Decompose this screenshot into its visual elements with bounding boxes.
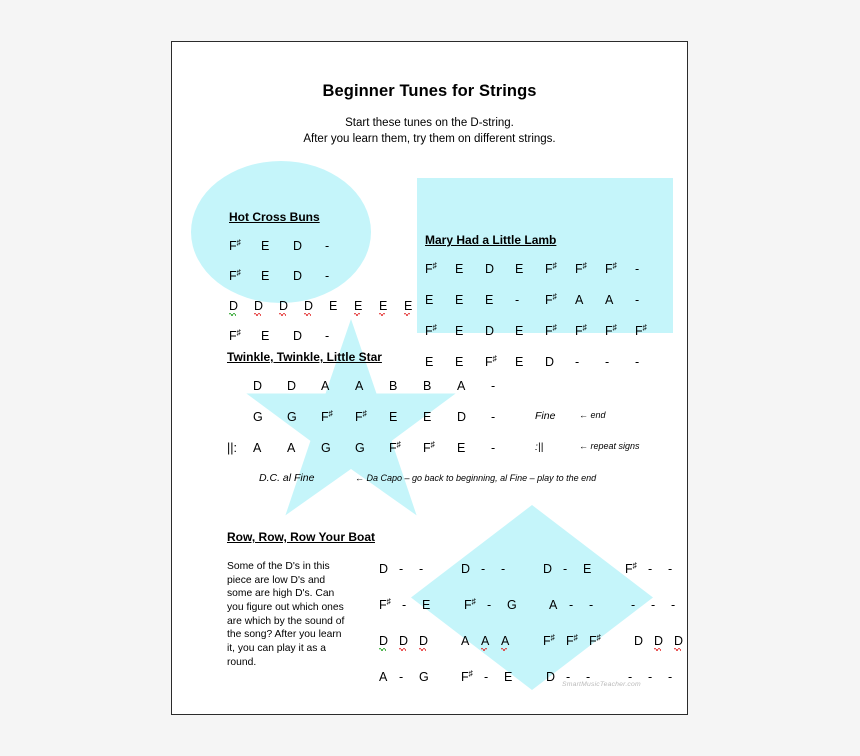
measure <box>549 596 609 614</box>
note: D <box>485 324 495 338</box>
note: F♯ <box>229 266 241 283</box>
note-grid-hot-cross-buns <box>229 236 429 343</box>
note: - <box>648 562 653 576</box>
note: D <box>379 562 389 576</box>
note: - <box>586 670 591 684</box>
note: F♯ <box>625 559 637 576</box>
sharp-symbol: ♯ <box>596 631 601 642</box>
note: - <box>325 329 330 343</box>
note-row <box>229 299 429 313</box>
note: E <box>457 441 466 455</box>
section-title-hot-cross-buns: Hot Cross Buns <box>229 210 320 224</box>
note: - <box>325 269 330 283</box>
note: - <box>635 293 640 307</box>
note: E <box>329 299 338 313</box>
note: E <box>404 299 413 313</box>
dc-al-fine-label: D.C. al Fine <box>259 472 315 484</box>
sharp-symbol: ♯ <box>612 259 617 270</box>
note: F♯ <box>545 290 557 307</box>
measure <box>379 596 442 614</box>
note: E <box>455 324 464 338</box>
sharp-symbol: ♯ <box>612 321 617 332</box>
note: - <box>515 293 520 307</box>
note: - <box>325 239 330 253</box>
note: - <box>635 355 640 369</box>
dc-al-fine-annotation: ← Da Capo – go back to beginning, al Fine – play to the end <box>355 473 597 483</box>
note: - <box>491 379 496 393</box>
note: D <box>543 562 553 576</box>
note: D <box>634 634 644 648</box>
note: E <box>515 355 524 369</box>
note: - <box>484 670 489 684</box>
note: - <box>651 598 656 612</box>
note: F♯ <box>543 631 555 648</box>
subtitle-line-1: Start these tunes on the D-string. <box>345 117 514 129</box>
note: A <box>321 379 330 393</box>
note: F♯ <box>229 326 241 343</box>
measure <box>634 632 688 650</box>
sharp-symbol: ♯ <box>328 407 333 418</box>
note: - <box>399 562 404 576</box>
note: G <box>253 410 263 424</box>
sharp-symbol: ♯ <box>430 438 435 449</box>
note: D <box>461 562 471 576</box>
note-row <box>379 668 688 686</box>
worksheet-page <box>171 41 688 715</box>
note: A <box>457 379 466 393</box>
note: D <box>485 262 495 276</box>
note-row <box>425 259 665 276</box>
header <box>172 42 687 148</box>
note: F♯ <box>575 321 587 338</box>
note-row <box>229 266 429 283</box>
measure <box>543 560 603 578</box>
note: E <box>583 562 592 576</box>
note: F♯ <box>545 259 557 276</box>
note-grid-row-row-row-your-boat <box>379 560 688 704</box>
note: D <box>419 634 429 648</box>
note: - <box>605 355 610 369</box>
sharp-symbol: ♯ <box>550 631 555 642</box>
note: D <box>253 379 263 393</box>
note: F♯ <box>355 407 367 424</box>
sharp-symbol: ♯ <box>573 631 578 642</box>
note: E <box>515 262 524 276</box>
note: F♯ <box>605 259 617 276</box>
sharp-symbol: ♯ <box>236 236 241 247</box>
note: A <box>287 441 296 455</box>
note: A <box>379 670 388 684</box>
note: D <box>229 299 239 313</box>
note: F♯ <box>545 321 557 338</box>
note: B <box>389 379 398 393</box>
note-grid-twinkle <box>227 379 640 456</box>
note: A <box>501 634 510 648</box>
note-row <box>229 326 429 343</box>
repeat-sign-start: ||: <box>227 441 237 455</box>
page-subtitle <box>172 115 687 148</box>
note: A <box>461 634 470 648</box>
note: F♯ <box>423 438 435 455</box>
note: E <box>455 262 464 276</box>
note: - <box>487 598 492 612</box>
section-title-row-row-row-your-boat: Row, Row, Row Your Boat <box>227 530 375 544</box>
sharp-symbol: ♯ <box>432 321 437 332</box>
note: A <box>549 598 558 612</box>
note: D <box>674 634 684 648</box>
row-row-instructions: Some of the D's in this piece are low D's and some are high D's. Can you figure out which ones are which by the sound of the song? After you learn it, you can play it as a round. <box>227 561 345 668</box>
note: G <box>507 598 517 612</box>
note: E <box>261 269 270 283</box>
note: A <box>575 293 584 307</box>
note: E <box>504 670 513 684</box>
note: - <box>501 562 506 576</box>
sharp-symbol: ♯ <box>236 266 241 277</box>
note: - <box>569 598 574 612</box>
note: E <box>515 324 524 338</box>
measure <box>543 632 612 650</box>
note: - <box>399 670 404 684</box>
note: A <box>605 293 614 307</box>
music-term: Fine <box>535 410 556 422</box>
note: F♯ <box>605 321 617 338</box>
section-hot-cross-buns <box>229 210 429 359</box>
note: G <box>321 441 331 455</box>
note: D <box>457 410 467 424</box>
note-row <box>425 290 665 307</box>
note: D <box>654 634 664 648</box>
note-row <box>379 632 688 650</box>
section-row-row-row-your-boat <box>227 530 688 704</box>
note-row <box>379 560 688 578</box>
sharp-symbol: ♯ <box>552 321 557 332</box>
watermark: SmartMusicTeacher.com <box>562 681 641 688</box>
note: E <box>455 293 464 307</box>
page-title: Beginner Tunes for Strings <box>322 82 537 100</box>
note: - <box>589 598 594 612</box>
note: F♯ <box>485 352 497 369</box>
note: - <box>491 410 496 424</box>
note: D <box>304 299 314 313</box>
sharp-symbol: ♯ <box>396 438 401 449</box>
note: - <box>481 562 486 576</box>
sharp-symbol: ♯ <box>582 259 587 270</box>
note: - <box>491 441 496 455</box>
note: A <box>355 379 364 393</box>
note: D <box>545 355 555 369</box>
note: - <box>628 670 633 684</box>
note-row <box>227 407 640 425</box>
note: - <box>566 670 571 684</box>
term-annotation: ← repeat signs <box>579 441 640 451</box>
note: F♯ <box>321 407 333 424</box>
note: F♯ <box>635 321 647 338</box>
sharp-symbol: ♯ <box>492 352 497 363</box>
note: D <box>546 670 556 684</box>
note: - <box>402 598 407 612</box>
note: E <box>261 239 270 253</box>
note: G <box>287 410 297 424</box>
note-row <box>379 596 688 614</box>
note: E <box>455 355 464 369</box>
note: F♯ <box>461 667 473 684</box>
note: D <box>293 239 303 253</box>
note-row <box>425 321 665 338</box>
note: D <box>287 379 297 393</box>
note: D <box>279 299 289 313</box>
note: D <box>399 634 409 648</box>
note: D <box>254 299 264 313</box>
note: D <box>293 329 303 343</box>
note: E <box>423 410 432 424</box>
note: F♯ <box>379 595 391 612</box>
measure <box>625 560 688 578</box>
sharp-symbol: ♯ <box>582 321 587 332</box>
note: - <box>419 562 424 576</box>
sharp-symbol: ♯ <box>468 667 473 678</box>
term-annotation: ← end <box>579 410 606 420</box>
note: E <box>389 410 398 424</box>
sharp-symbol: ♯ <box>552 290 557 301</box>
note: A <box>253 441 262 455</box>
note: E <box>379 299 388 313</box>
note: F♯ <box>425 259 437 276</box>
sharp-symbol: ♯ <box>432 259 437 270</box>
note: F♯ <box>389 438 401 455</box>
sharp-symbol: ♯ <box>362 407 367 418</box>
note: - <box>668 670 673 684</box>
measure <box>379 632 439 650</box>
note: G <box>419 670 429 684</box>
note: - <box>635 262 640 276</box>
note: E <box>422 598 431 612</box>
note: - <box>575 355 580 369</box>
measure <box>464 596 527 614</box>
note-row <box>227 379 640 394</box>
note: F♯ <box>229 236 241 253</box>
sharp-symbol: ♯ <box>386 595 391 606</box>
measure <box>461 560 521 578</box>
note: F♯ <box>464 595 476 612</box>
measure <box>379 560 439 578</box>
note: E <box>354 299 363 313</box>
measure <box>461 632 521 650</box>
sharp-symbol: ♯ <box>236 326 241 337</box>
dc-al-fine-line <box>227 472 640 484</box>
note: D <box>379 634 389 648</box>
music-term: :|| <box>535 441 544 453</box>
note: A <box>481 634 490 648</box>
measure <box>461 668 524 686</box>
sharp-symbol: ♯ <box>552 259 557 270</box>
note: E <box>261 329 270 343</box>
sharp-symbol: ♯ <box>471 595 476 606</box>
note: - <box>671 598 676 612</box>
subtitle-line-2: After you learn them, try them on different strings. <box>303 133 556 146</box>
section-title-twinkle: Twinkle, Twinkle, Little Star <box>227 350 382 364</box>
section-title-mary-had-a-little-lamb: Mary Had a Little Lamb <box>425 233 557 247</box>
note: D <box>293 269 303 283</box>
note: - <box>648 670 653 684</box>
note: - <box>668 562 673 576</box>
note: E <box>425 355 434 369</box>
note: F♯ <box>425 321 437 338</box>
sharp-symbol: ♯ <box>632 559 637 570</box>
measure <box>379 668 439 686</box>
note: - <box>563 562 568 576</box>
section-twinkle-twinkle-little-star <box>227 350 640 484</box>
measure <box>631 596 688 614</box>
note: F♯ <box>589 631 601 648</box>
note-row <box>227 438 640 456</box>
note: - <box>631 598 636 612</box>
note: F♯ <box>566 631 578 648</box>
note: E <box>425 293 434 307</box>
note: G <box>355 441 365 455</box>
note-row <box>229 236 429 253</box>
sharp-symbol: ♯ <box>642 321 647 332</box>
note: B <box>423 379 432 393</box>
note: E <box>485 293 494 307</box>
note: F♯ <box>575 259 587 276</box>
